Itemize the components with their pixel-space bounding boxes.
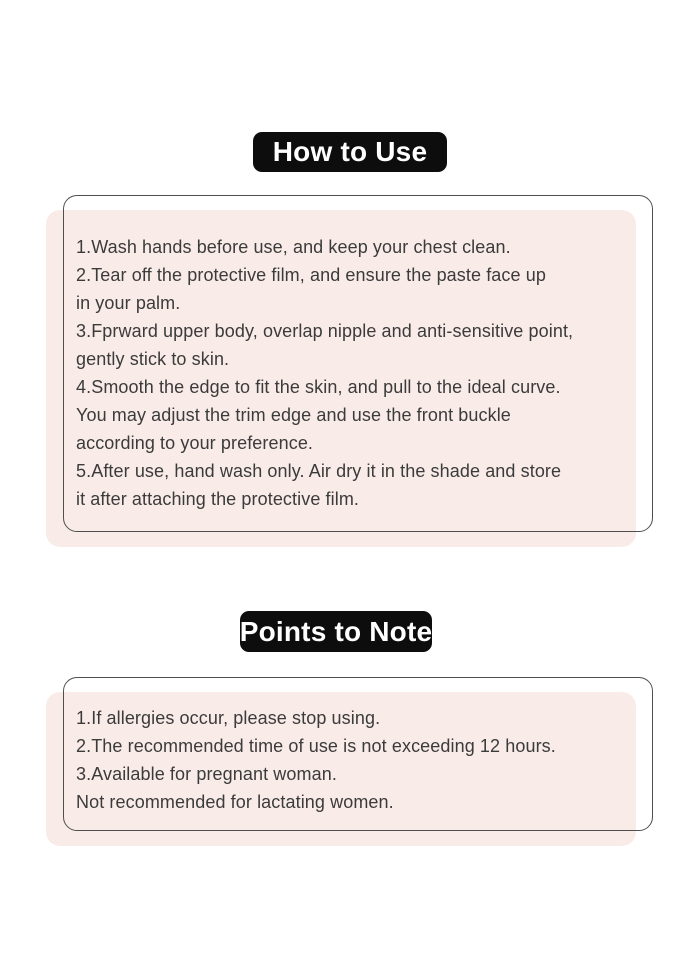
instruction-line: 1.Wash hands before use, and keep your chest clean. bbox=[76, 237, 511, 257]
note-line: 3.Available for pregnant woman. bbox=[76, 764, 337, 784]
note-line: 1.If allergies occur, please stop using. bbox=[76, 708, 381, 728]
note-line: Not recommended for lactating women. bbox=[76, 792, 394, 812]
points-to-note-title: Points to Note bbox=[239, 615, 433, 647]
instruction-line: according to your preference. bbox=[76, 433, 314, 453]
how-to-use-instructions bbox=[63, 195, 653, 513]
instruction-line: it after attaching the protective film. bbox=[76, 489, 360, 509]
instruction-line: 3.Fprward upper body, overlap nipple and anti-sensitive point, bbox=[76, 321, 574, 341]
instruction-line: 2.Tear off the protective film, and ensure the paste face up bbox=[76, 265, 546, 285]
instruction-line: You may adjust the trim edge and use the front buckle bbox=[76, 405, 511, 425]
instruction-line: gently stick to skin. bbox=[76, 349, 230, 369]
instruction-line: 4.Smooth the edge to fit the skin, and pull to the ideal curve. bbox=[76, 377, 561, 397]
how-to-use-title: How to Use bbox=[272, 136, 428, 167]
how-to-use-card bbox=[63, 195, 653, 532]
note-line: 2.The recommended time of use is not exceeding 12 hours. bbox=[76, 736, 556, 756]
instruction-line: in your palm. bbox=[76, 293, 181, 313]
instruction-line: 5.After use, hand wash only. Air dry it in the shade and store bbox=[76, 461, 562, 481]
points-to-note-header-badge bbox=[240, 611, 432, 652]
how-to-use-header-badge bbox=[253, 132, 447, 172]
points-to-note-list bbox=[63, 677, 653, 816]
points-to-note-card bbox=[63, 677, 653, 831]
